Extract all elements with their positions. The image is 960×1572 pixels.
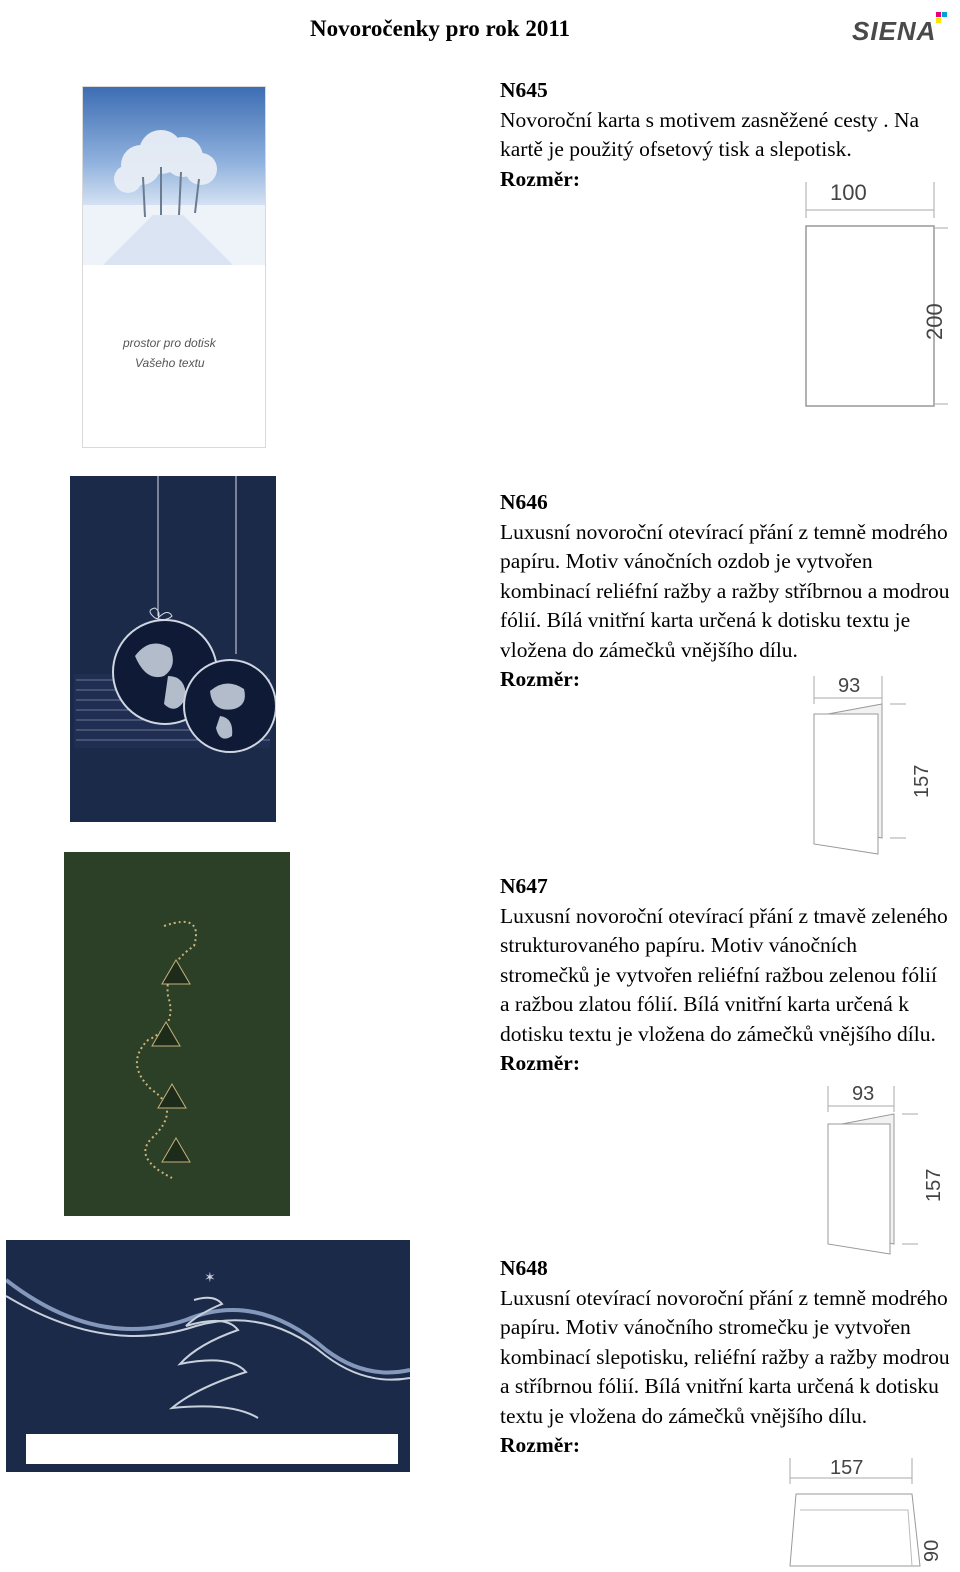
page-title: Novoročenky pro rok 2011 <box>310 16 571 41</box>
product-code: N646 <box>500 490 548 514</box>
dimension-diagram-n648 <box>782 1450 952 1567</box>
card-image-n645 <box>82 86 266 448</box>
dim-height: 157 <box>923 1168 945 1202</box>
size-label: Rozměr: <box>500 1433 580 1457</box>
logo-text: SIENA <box>852 16 937 46</box>
card-image-n647 <box>64 852 290 1216</box>
product-description: Novoroční karta s motivem zasněžené cesty . Na kartě je použitý ofsetový tisk a slepotisk. <box>500 107 920 161</box>
dim-width: 157 <box>830 1457 864 1479</box>
product-description: Luxusní novoroční otevírací přání z temně modrého papíru. Motiv vánočních ozdob je vytvořen kombinací reliéfní ražby a ražby stříbrnou a modrou fólií. Bílá vnitřní karta určená k dotisku textu je vložena do zámečků vnějšího dílu. <box>500 519 950 662</box>
dimension-diagram-n646 <box>808 668 948 858</box>
dim-height: 90 <box>921 1539 943 1562</box>
dimension-diagram-n645 <box>800 172 950 412</box>
product-code: N645 <box>500 78 548 102</box>
card-dedication-line-1: prostor pro dotisk <box>123 336 216 350</box>
product-n646 <box>500 488 950 695</box>
size-label: Rozměr: <box>500 667 580 691</box>
size-label: Rozměr: <box>500 166 580 191</box>
product-code: N648 <box>500 1256 548 1280</box>
dim-width: 100 <box>830 180 867 205</box>
card-image-n646 <box>70 476 276 822</box>
product-n648 <box>500 1254 950 1461</box>
siena-logo <box>850 8 950 48</box>
product-description: Luxusní novoroční otevírací přání z tmavě zeleného strukturovaného papíru. Motiv vánočních stromečků je vytvořen reliéfní ražbou zelenou fólií a ražbou zlatou fólií. Bílá vnitřní karta určená k dotisku textu je vložena do zámečků vnějšího dílu. <box>500 903 948 1046</box>
dim-width: 93 <box>838 675 861 697</box>
dimension-diagram-n647 <box>822 1078 952 1258</box>
svg-text:✶: ✶ <box>204 1269 216 1285</box>
product-description: Luxusní otevírací novoroční přání z temně modrého papíru. Motiv vánočního stromečku je vytvořen kombinací slepotisku, reliéfní ražby a ražby modrou a stříbrnou fólií. Bílá vnitřní karta určená k dotisku textu je vložena do zámečků vnějšího dílu. <box>500 1285 950 1428</box>
product-code: N647 <box>500 874 548 898</box>
dim-height: 200 <box>922 303 947 340</box>
dim-height: 157 <box>911 764 933 798</box>
product-n647 <box>500 872 950 1079</box>
dim-width: 93 <box>852 1083 875 1105</box>
size-label: Rozměr: <box>500 1051 580 1075</box>
card-image-n648 <box>6 1240 410 1472</box>
card-dedication-line-2: Vašeho textu <box>135 356 205 370</box>
